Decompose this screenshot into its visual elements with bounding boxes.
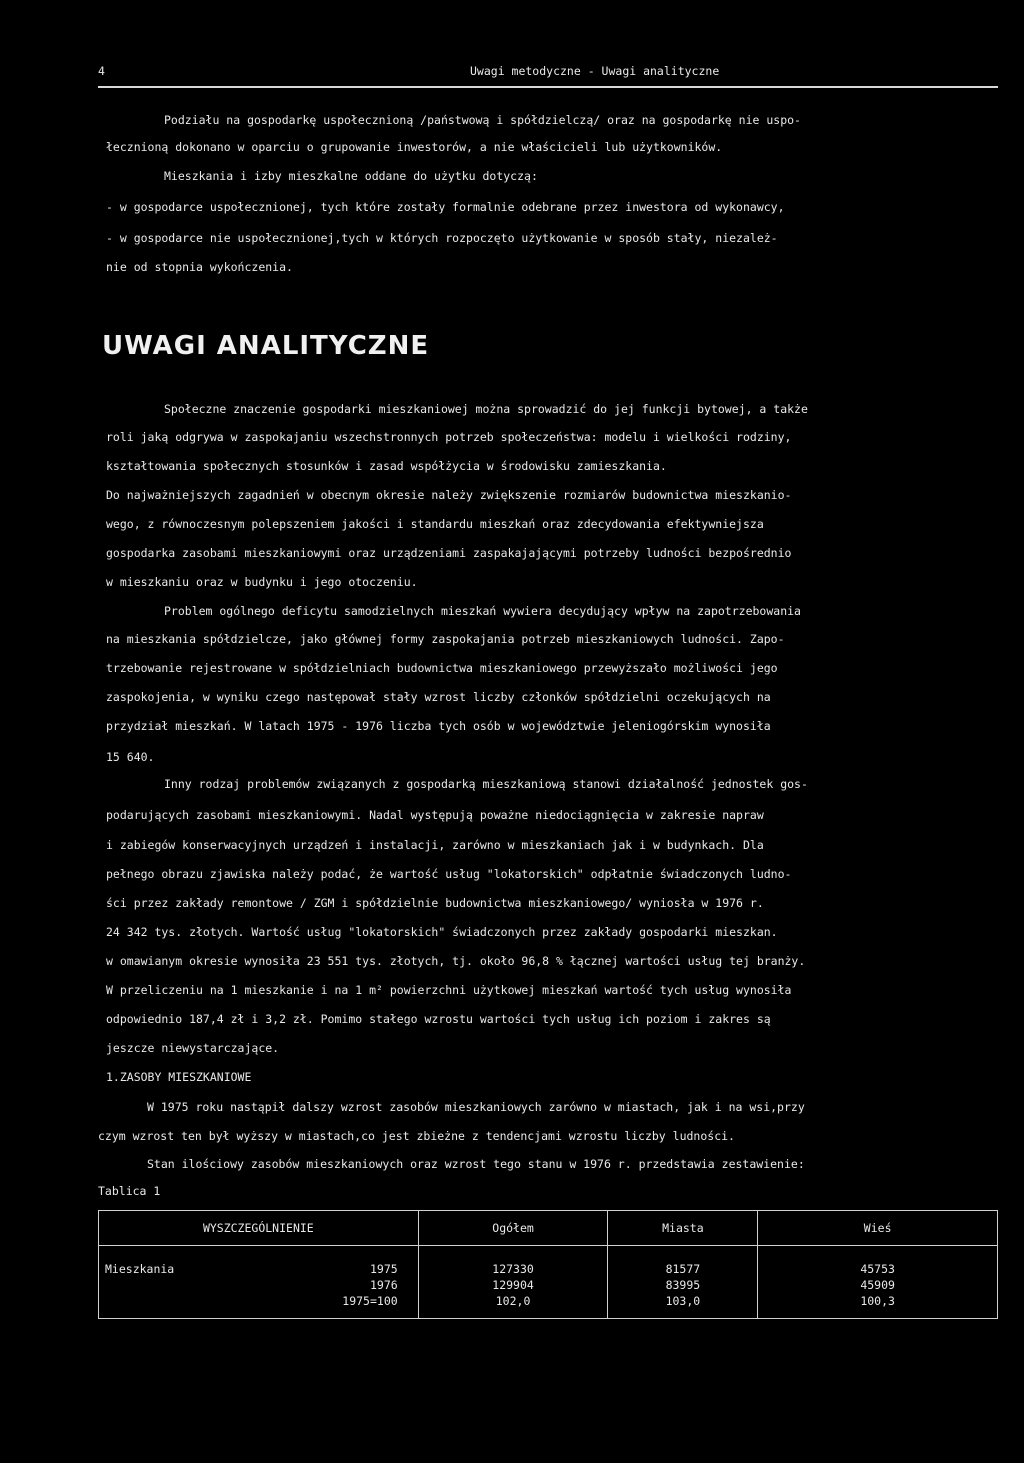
subsection-line: Stan ilościowy zasobów mieszkaniowych oraz wzrost tego stanu w 1976 r. przedstawia zestawienie: [147,1157,805,1171]
header-cell: Miasta [608,1211,758,1246]
row-label: Mieszkania [105,1262,175,1276]
analysis-line: wego, z równoczesnym polepszeniem jakości i standardu mieszkań oraz zdecydowania efektywniejsza [106,517,764,531]
analysis-line: jeszcze niewystarczające. [106,1041,280,1055]
table-row [99,1294,998,1319]
period-cell: 1976 [99,1278,419,1294]
analysis-line: W przeliczeniu na 1 mieszkanie i na 1 m² powierzchni użytkowej mieszkań wartość tych usług wynosiła [106,983,792,997]
rural-cell: 100,3 [758,1294,998,1319]
table-header-row [99,1211,998,1246]
analysis-line: 15 640. [106,750,155,764]
header-cell: Ogółem [418,1211,608,1246]
analysis-line: pełnego obrazu zjawiska należy podać, że wartość usług "lokatorskich" odpłatnie świadczonych ludno- [106,867,792,881]
section-heading: UWAGI ANALITYCZNE [102,331,430,361]
urban-cell: 103,0 [608,1294,758,1319]
rural-cell: 45753 [758,1262,998,1278]
analysis-line: w omawianym okresie wynosiła 23 551 tys. złotych, tj. około 96,8 % łącznej wartości usług tej branży. [106,954,806,968]
subsection-line: W 1975 roku nastąpił dalszy wzrost zasobów mieszkaniowych zarówno w miastach, jak i na wsi,przy [147,1100,805,1114]
running-title: Uwagi metodyczne - Uwagi analityczne [470,64,720,78]
urban-cell: 81577 [608,1262,758,1278]
analysis-line: 24 342 tys. złotych. Wartość usług "lokatorskich" świadczonych przez zakłady gospodarki mieszkan. [106,925,778,939]
analysis-line: i zabiegów konserwacyjnych urządzeń i instalacji, zarówno w mieszkaniach jak i w budynkach. Dla [106,838,764,852]
rural-cell: 45909 [758,1278,998,1294]
period-cell: 1975 [369,1262,398,1276]
analysis-line: roli jaką odgrywa w zaspokajaniu wszechstronnych potrzeb społeczeństwa: modelu i wielkości rodziny, [106,430,792,444]
analysis-line: podarujących zasobami mieszkaniowymi. Nadal występują poważne niedociągnięcia w zakresie napraw [106,808,764,822]
table-row [99,1262,998,1278]
table-label: Tablica 1 [98,1184,161,1198]
analysis-line: na mieszkania spółdzielcze, jako głównej formy zaspokajania potrzeb mieszkaniowych ludności. Zapo- [106,632,785,646]
method-line: łecznioną dokonano w oparciu o grupowanie inwestorów, a nie właścicieli lub użytkowników. [106,140,723,154]
table-spacer-row [99,1246,998,1263]
method-line: - w gospodarce uspołecznionej, tych które zostały formalnie odebrane przez inwestora od wykonawcy, [106,200,785,214]
period-cell: 1975=100 [99,1294,419,1319]
row-cell [99,1262,419,1278]
header-cell: Wieś [758,1211,998,1246]
analysis-line: odpowiednio 187,4 zł i 3,2 zł. Pomimo stałego wzrostu wartości tych usług ich poziom i zakres są [106,1012,771,1026]
method-line: nie od stopnia wykończenia. [106,260,293,274]
analysis-line: Do najważniejszych zagadnień w obecnym okresie należy zwiększenie rozmiarów budownictwa mieszkanio- [106,488,792,502]
analysis-line: gospodarka zasobami mieszkaniowymi oraz urządzeniami zaspakajającymi potrzeby ludności bezpośrednio [106,546,792,560]
analysis-line: kształtowania społecznych stosunków i zasad współżycia w środowisku zamieszkania. [106,459,667,473]
page-number: 4 [98,64,105,78]
method-line: Podziału na gospodarkę uspołecznioną /państwową i spółdzielczą/ oraz na gospodarkę nie uspo- [164,113,801,127]
analysis-line: zaspokojenia, w wyniku czego następował stały wzrost liczby członków spółdzielni oczekujących na [106,690,771,704]
analysis-line: przydział mieszkań. W latach 1975 - 1976 liczba tych osób w województwie jeleniogórskim wynosiła [106,719,771,733]
analysis-line: Społeczne znaczenie gospodarki mieszkaniowej można sprowadzić do jej funkcji bytowej, a także [164,402,808,416]
subsection-title: 1.ZASOBY MIESZKANIOWE [106,1070,252,1084]
total-cell: 127330 [418,1262,608,1278]
analysis-line: Inny rodzaj problemów związanych z gospodarką mieszkaniową stanowi działalność jednostek gos- [164,777,808,791]
header-rule [98,86,998,88]
analysis-line: ści przez zakłady remontowe / ZGM i spółdzielnie budownictwa mieszkaniowego/ wyniosła w 1976 r. [106,896,764,910]
subsection-line: czym wzrost ten był wyższy w miastach,co jest zbieżne z tendencjami wzrostu liczby ludności. [98,1129,735,1143]
housing-stock-table [98,1210,998,1319]
analysis-line: trzebowanie rejestrowane w spółdzielniach budownictwa mieszkaniowego przewyższało możliwości jego [106,661,778,675]
total-cell: 129904 [418,1278,608,1294]
table-row [99,1278,998,1294]
urban-cell: 83995 [608,1278,758,1294]
method-line: Mieszkania i izby mieszkalne oddane do użytku dotyczą: [164,169,538,183]
analysis-line: w mieszkaniu oraz w budynku i jego otoczeniu. [106,575,418,589]
header-cell: WYSZCZEGÓLNIENIE [99,1211,419,1246]
analysis-line: Problem ogólnego deficytu samodzielnych mieszkań wywiera decydujący wpływ na zapotrzebowania [164,604,801,618]
total-cell: 102,0 [418,1294,608,1319]
method-line: - w gospodarce nie uspołecznionej,tych w których rozpoczęto użytkowanie w sposób stały, niezależ- [106,231,778,245]
